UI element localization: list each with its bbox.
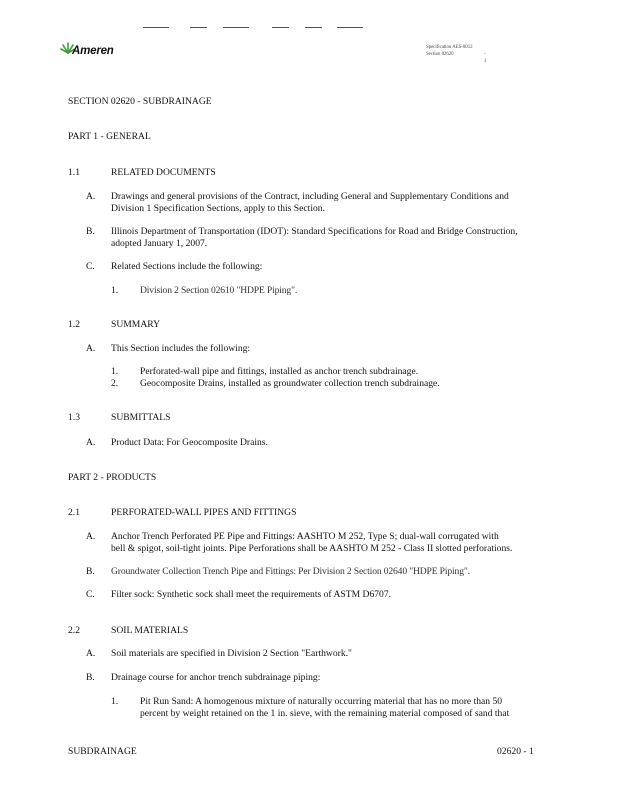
paragraph-letter: A.	[86, 648, 96, 659]
paragraph-text: This Section includes the following:	[111, 343, 251, 354]
article-title: SUMMARY	[111, 319, 161, 330]
header-spec-number: Specification AES-0012	[426, 45, 473, 50]
logo-wordmark: Ameren	[72, 45, 114, 57]
paragraph-text: adopted January 1, 2007.	[111, 238, 208, 249]
paragraph-letter: B.	[86, 672, 95, 683]
article-title: SOIL MATERIALS	[111, 625, 189, 636]
paragraph-text: Illinois Department of Transportation (IDOT): Standard Specifications for Road and Bridge Construction,	[111, 226, 518, 237]
paragraph-text: bell & spigot, soil-tight joints. Pipe Perforations shall be AASHTO M 252 - Class II slotted perforations.	[111, 543, 513, 554]
subparagraph-number: 1.	[111, 285, 119, 296]
paragraph-text: Anchor Trench Perforated PE Pipe and Fittings: AASHTO M 252, Type S; dual-wall corrugated with	[111, 531, 499, 542]
header-section-number: Section 02620 - 1	[426, 52, 487, 64]
subparagraph-number: 1.	[111, 696, 119, 707]
header-rule-segment	[223, 27, 249, 28]
subparagraph-number: 1.	[111, 366, 119, 377]
header-page-number: - 1	[484, 52, 487, 64]
paragraph-letter: B.	[86, 226, 95, 237]
part-heading: PART 2 - PRODUCTS	[68, 472, 157, 483]
paragraph-letter: A.	[86, 531, 96, 542]
article-number: 2.1	[68, 507, 80, 518]
paragraph-text: Division 1 Specification Sections, apply to this Section.	[111, 203, 325, 214]
article-number: 1.1	[68, 167, 80, 178]
subparagraph-text: percent by weight retained on the 1 in. sieve, with the remaining material composed of sand that	[140, 708, 510, 719]
article-number: 2.2	[68, 625, 80, 636]
paragraph-text: Groundwater Collection Trench Pipe and Fittings: Per Division 2 Section 02640 "HDPE Piping".	[111, 566, 470, 577]
header-rule-segment	[305, 27, 322, 28]
subparagraph-number: 2.	[111, 378, 119, 389]
paragraph-letter: A.	[86, 437, 96, 448]
footer-page-number: 02620 - 1	[497, 746, 534, 757]
paragraph-letter: A.	[86, 343, 96, 354]
paragraph-text: Related Sections include the following:	[111, 261, 263, 272]
article-title: RELATED DOCUMENTS	[111, 167, 216, 178]
subparagraph-text: Perforated-wall pipe and fittings, installed as anchor trench subdrainage.	[140, 366, 419, 377]
paragraph-letter: B.	[86, 566, 95, 577]
article-number: 1.2	[68, 319, 80, 330]
paragraph-letter: A.	[86, 191, 96, 202]
article-number: 1.3	[68, 412, 80, 423]
paragraph-letter: C.	[86, 261, 95, 272]
paragraph-letter: C.	[86, 589, 95, 600]
header-spec-info	[426, 44, 487, 64]
section-title: SECTION 02620 - SUBDRAINAGE	[68, 96, 212, 107]
paragraph-text: Drawings and general provisions of the Contract, including General and Supplementary Conditions and	[111, 191, 509, 202]
part-heading: PART 1 - GENERAL	[68, 131, 151, 142]
article-title: SUBMITTALS	[111, 412, 171, 423]
header-rule-segment	[190, 27, 207, 28]
paragraph-text: Soil materials are specified in Division 2 Section "Earthwork."	[111, 648, 352, 659]
paragraph-text: Product Data: For Geocomposite Drains.	[111, 437, 268, 448]
subparagraph-text: Pit Run Sand: A homogenous mixture of naturally occurring material that has no more than 50	[140, 696, 503, 707]
paragraph-text: Filter sock: Synthetic sock shall meet the requirements of ASTM D6707.	[111, 589, 392, 600]
header-rule-segment	[143, 27, 169, 28]
header-rule-segment	[272, 27, 289, 28]
company-logo	[60, 40, 130, 64]
header-rule-segment	[337, 27, 363, 28]
subparagraph-text: Division 2 Section 02610 "HDPE Piping".	[140, 285, 298, 296]
footer-section-name: SUBDRAINAGE	[68, 746, 137, 757]
paragraph-text: Drainage course for anchor trench subdrainage piping:	[111, 672, 321, 683]
article-title: PERFORATED-WALL PIPES AND FITTINGS	[111, 507, 297, 518]
subparagraph-text: Geocomposite Drains, installed as groundwater collection trench subdrainage.	[140, 378, 440, 389]
